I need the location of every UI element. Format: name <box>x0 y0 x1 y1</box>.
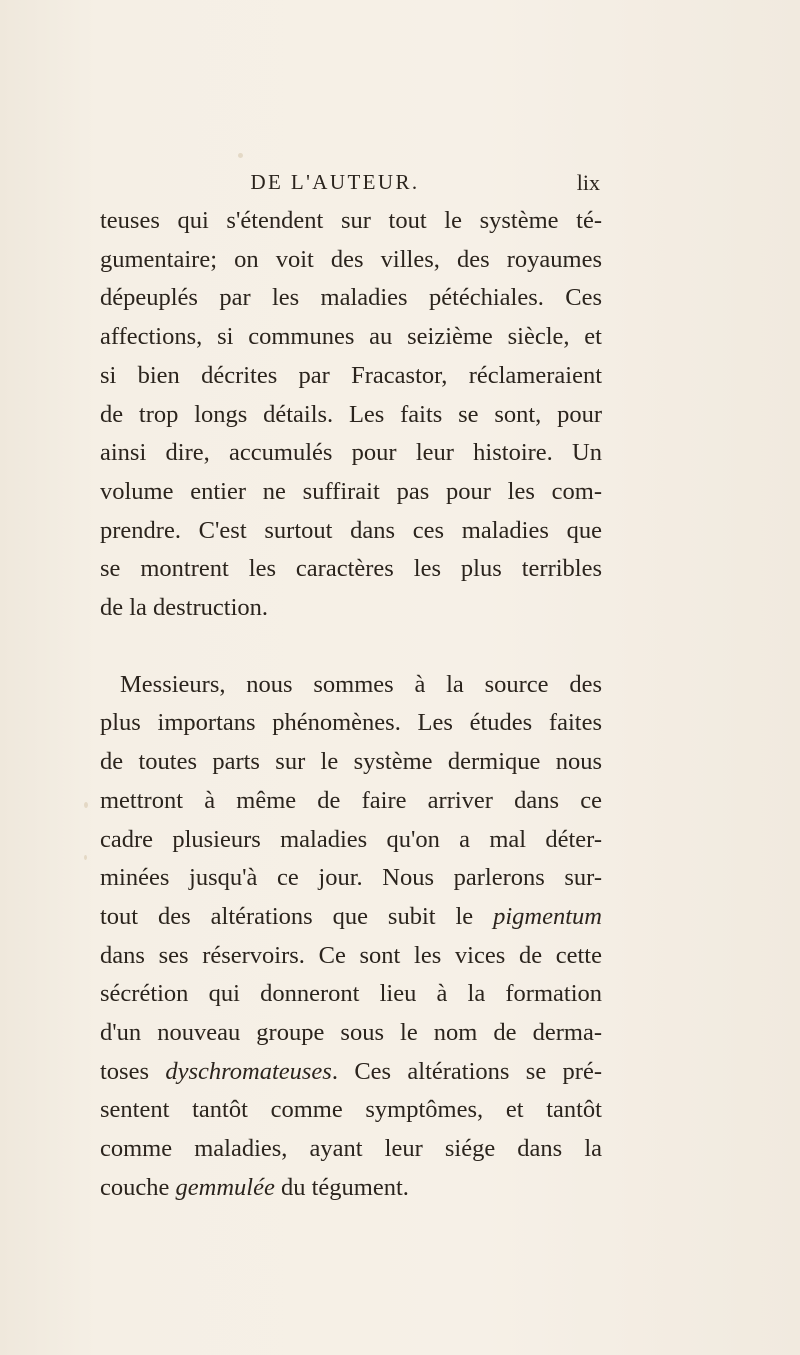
page-header <box>100 170 600 200</box>
running-head: DE L'AUTEUR. <box>250 170 420 194</box>
text-line: gumentaire; on voit des villes, des royaumes <box>100 245 602 273</box>
text-segment: du tégument. <box>274 1173 409 1201</box>
text-line: si bien décrites par Fracastor, réclameraient <box>100 361 602 389</box>
text-line: prendre. C'est surtout dans ces maladies que <box>100 516 602 544</box>
paragraph <box>100 202 602 628</box>
text-line: mettront à même de faire arriver dans ce <box>100 786 602 814</box>
text-line: Messieurs, nous sommes à la source des <box>120 670 602 698</box>
text-line: se montrent les caractères les plus terribles <box>100 555 602 583</box>
text-line: ainsi dire, accumulés pour leur histoire. Un <box>100 439 602 467</box>
paper-speck <box>84 855 87 860</box>
text-line <box>100 1169 602 1208</box>
text-line: teuses qui s'étendent sur tout le système té- <box>100 207 602 234</box>
paper-speck <box>238 153 243 158</box>
italic-term: pigmentum <box>493 902 602 930</box>
text-line: volume entier ne suffirait pas pour les com- <box>100 477 602 505</box>
text-line: cadre plusieurs maladies qu'on a mal déter- <box>100 825 602 853</box>
text-segment: tout des altérations que subit le <box>100 902 494 930</box>
text-line: de la destruction. <box>100 594 269 622</box>
text-line: minées jusqu'à ce jour. Nous parlerons sur- <box>100 864 602 892</box>
text-line: plus importans phénomènes. Les études faites <box>100 709 602 737</box>
text-line: d'un nouveau groupe sous le nom de derma- <box>100 1019 602 1047</box>
text-line: affections, si communes au seizième siècle, et <box>100 323 602 351</box>
paper-speck <box>84 802 88 808</box>
text-segment: . Ces altérations se pré- <box>331 1057 603 1085</box>
italic-term: gemmulée <box>175 1173 275 1201</box>
page-number: lix <box>576 170 600 195</box>
text-line: de trop longs détails. Les faits se sont, pour <box>100 400 602 428</box>
text-line <box>100 1053 602 1092</box>
text-segment: toses <box>100 1057 166 1085</box>
text-line: comme maladies, ayant leur siége dans la <box>100 1135 602 1163</box>
paragraph <box>100 666 602 1208</box>
text-line: sécrétion qui donneront lieu à la formation <box>100 980 602 1008</box>
text-line: sentent tantôt comme symptômes, et tantôt <box>100 1096 602 1124</box>
text-line: de toutes parts sur le système dermique nous <box>100 748 602 776</box>
text-line <box>100 898 602 937</box>
text-segment: couche <box>100 1173 176 1201</box>
text-line: dépeuplés par les maladies pétéchiales. Ces <box>100 284 602 312</box>
italic-term: dyschromateuses <box>165 1057 332 1085</box>
body-text <box>100 202 602 1208</box>
text-line: dans ses réservoirs. Ce sont les vices de cette <box>100 941 602 969</box>
